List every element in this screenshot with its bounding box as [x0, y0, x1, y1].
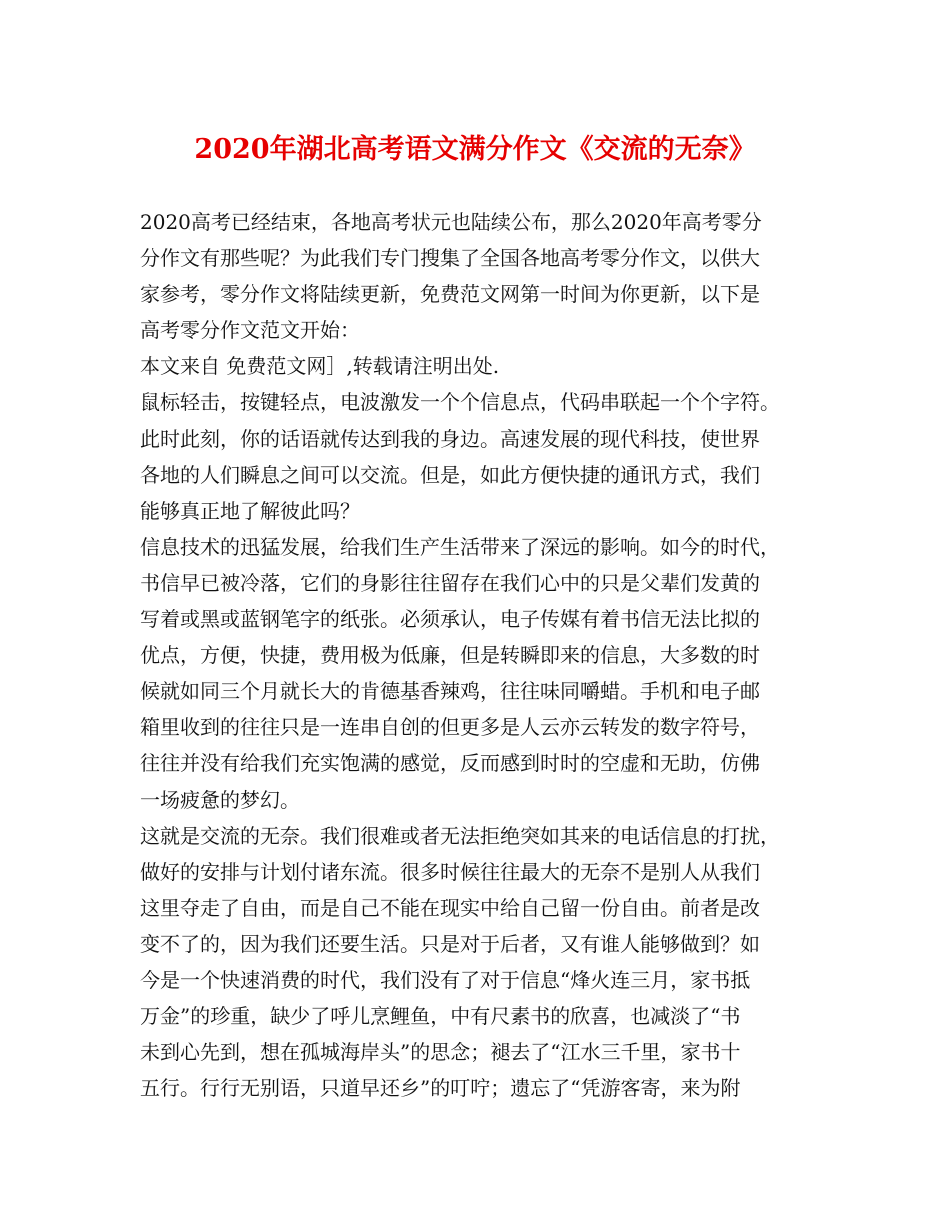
body-line: 能够真正地了解彼此吗？ [140, 498, 360, 523]
body-line: 本文来自 免费范文网］,转载请注明出处. [140, 354, 500, 379]
body-line: 写着或黑或蓝钢笔字的纸张。必须承认，电子传媒有着书信无法比拟的 [140, 607, 760, 632]
body-line: 往往并没有给我们充实饱满的感觉，反而感到时时的空虚和无助，仿佛 [140, 751, 760, 776]
body-line: 变不了的，因为我们还要生活。只是对于后者，又有谁人能够做到？如 [140, 931, 760, 956]
document-title: 2020年湖北高考语文满分作文《交流的无奈》 [194, 134, 756, 165]
body-line: 箱里收到的往往只是一连串自创的但更多是人云亦云转发的数字符号， [140, 715, 760, 740]
body-line: 2020高考已经结束，各地高考状元也陆续公布，那么2020年高考零分 [140, 210, 762, 234]
body-line: 高考零分作文范文开始： [140, 318, 360, 343]
body-line: 五行。行行无别语，只道早还乡”的叮咛；遗忘了“凭游客寄，来为附 [140, 1076, 741, 1101]
body-line: 万金”的珍重，缺少了呼儿烹鲤鱼，中有尺素书的欣喜，也减淡了“书 [140, 1004, 741, 1029]
body-line: 一场疲惫的梦幻。 [140, 787, 300, 812]
body-line: 鼠标轻击，按键轻点，电波激发一个个信息点，代码串联起一个个字符。 [140, 390, 780, 415]
body-line: 此时此刻，你的话语就传达到我的身边。高速发展的现代科技，使世界 [140, 426, 760, 451]
body-line: 今是一个快速消费的时代，我们没有了对于信息“烽火连三月，家书抵 [140, 967, 751, 992]
body-line: 做好的安排与计划付诸东流。很多时候往往最大的无奈不是别人从我们 [140, 859, 760, 884]
body-line: 这就是交流的无奈。我们很难或者无法拒绝突如其来的电话信息的打扰， [140, 823, 780, 848]
body-line: 候就如同三个月就长大的肯德基香辣鸡，往往味同嚼蜡。手机和电子邮 [140, 679, 760, 704]
body-line: 分作文有那些呢？为此我们专门搜集了全国各地高考零分作文，以供大 [140, 246, 760, 271]
body-line: 优点，方便，快捷，费用极为低廉，但是转瞬即来的信息，大多数的时 [140, 643, 760, 668]
body-line: 家参考，零分作文将陆续更新，免费范文网第一时间为你更新，以下是 [140, 282, 760, 307]
body-line: 信息技术的迅猛发展，给我们生产生活带来了深远的影响。如今的时代， [140, 534, 780, 559]
body-line: 各地的人们瞬息之间可以交流。但是，如此方便快捷的通讯方式，我们 [140, 462, 760, 487]
document-body [140, 204, 830, 1106]
body-line: 这里夺走了自由，而是自己不能在现实中给自己留一份自由。前者是改 [140, 895, 760, 920]
body-line: 书信早已被冷落，它们的身影往往留存在我们心中的只是父辈们发黄的 [140, 570, 760, 595]
body-line: 未到心先到，想在孤城海岸头”的思念；褪去了“江水三千里，家书十 [140, 1040, 741, 1065]
